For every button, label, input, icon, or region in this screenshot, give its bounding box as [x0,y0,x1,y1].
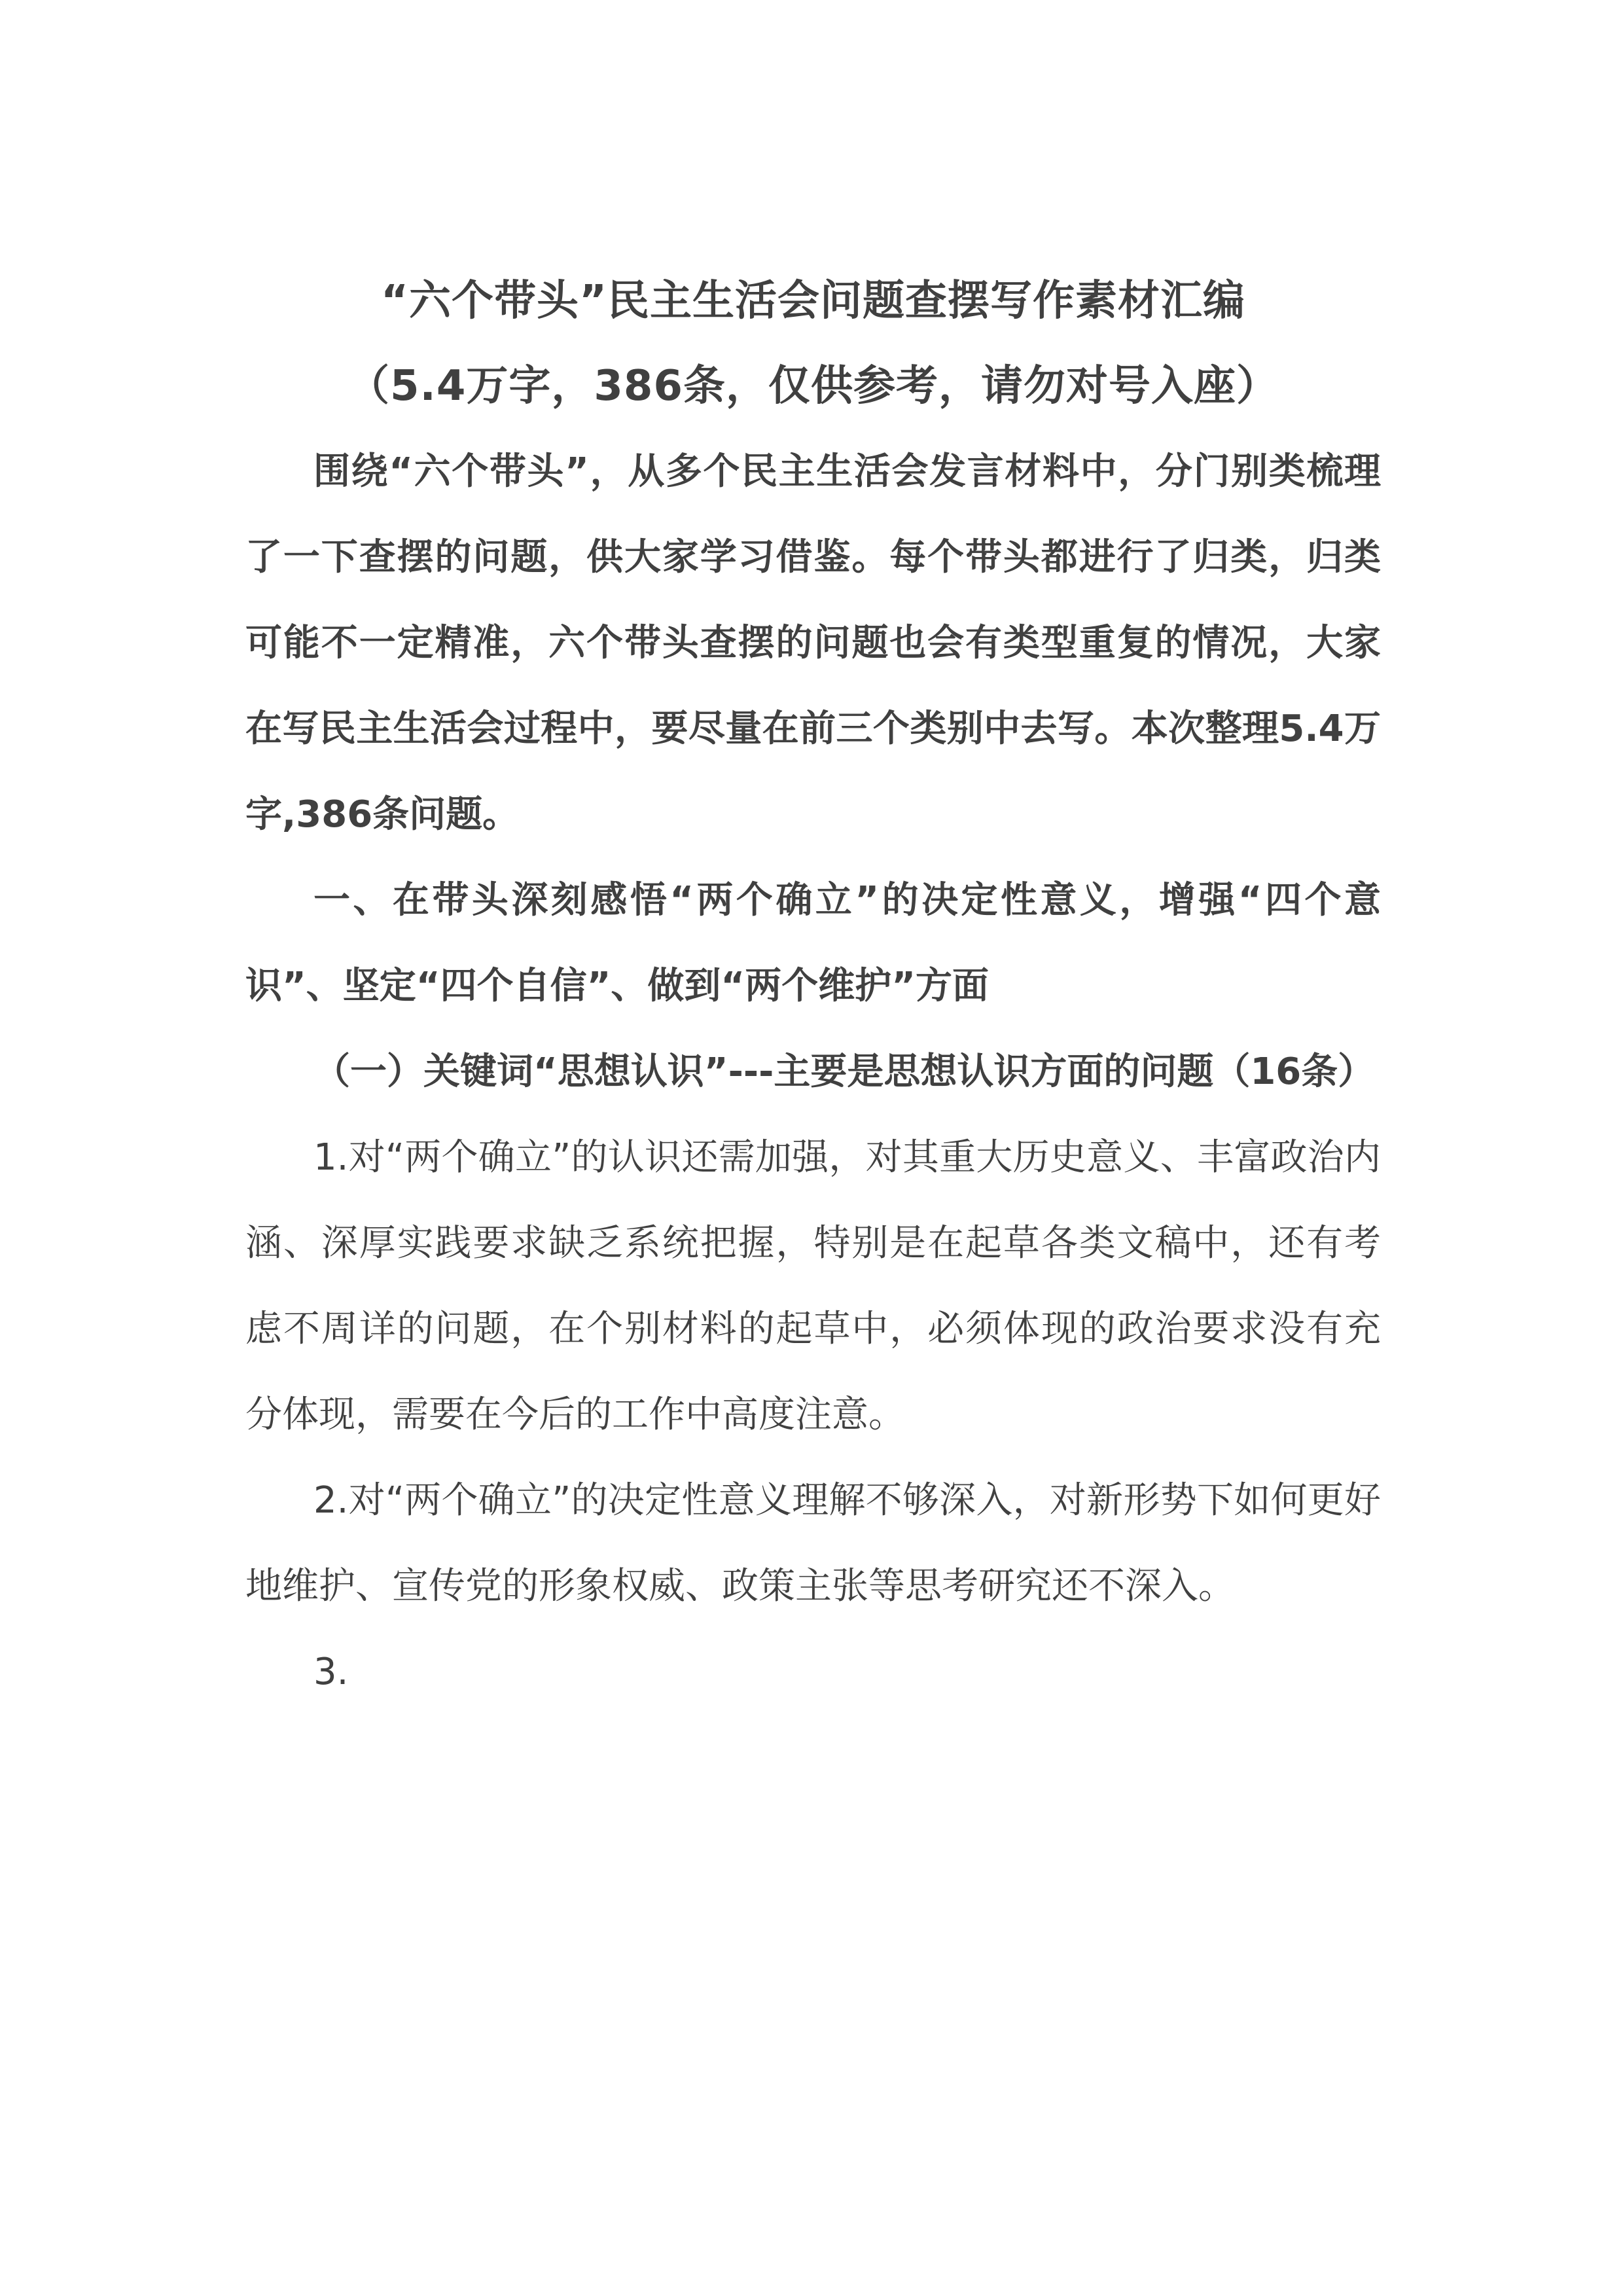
document-subtitle: （5.4万字，386条，仅供参考，请勿对号入座） [348,362,1279,410]
section-heading: 一、在带头深刻感悟“两个确立”的决定性意义，增强“四个意识”、坚定“四个自信”、做到“两个维护”方面 [245,879,1381,1007]
list-item: 3. [313,1651,349,1693]
list-item: 2.对“两个确立”的决定性意义理解不够深入，对新形势下如何更好地维护、宣传党的形象权威、政策主张等思考研究还不深入。 [245,1479,1381,1607]
document-title: “六个带头”民主生活会问题查摆写作素材汇编 [380,277,1246,325]
document-body [245,259,1381,1715]
intro-paragraph: 围绕“六个带头”，从多个民主生活会发言材料中，分门别类梳理了一下查摆的问题，供大家学习借鉴。每个带头都进行了归类，归类可能不一定精准，六个带头查摆的问题也会有类型重复的情况，大家在写民主生活会过程中，要尽量在前三个类别中去写。本次整理5.4万字,386条问题。 [245,450,1381,836]
list-item: 1.对“两个确立”的认识还需加强，对其重大历史意义、丰富政治内涵、深厚实践要求缺乏系统把握，特别是在起草各类文稿中，还有考虑不周详的问题，在个别材料的起草中，必须体现的政治要求没有充分体现，需要在今后的工作中高度注意。 [245,1136,1381,1436]
subsection-heading: （一）关键词“思想认识”---主要是思想认识方面的问题（16条） [313,1050,1375,1093]
